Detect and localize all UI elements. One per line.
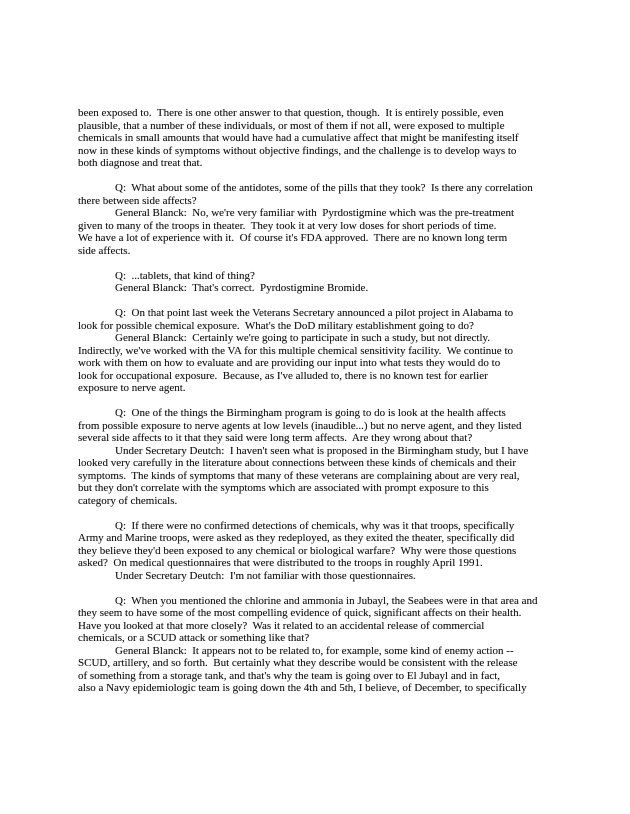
- text-line: exposure to nerve agent.: [78, 382, 186, 394]
- text-line: Q: On that point last week the Veterans Secretary announced a pilot project in Alabama to: [115, 307, 514, 319]
- text-line: Q: When you mentioned the chlorine and ammonia in Jubayl, the Seabees were in that area and: [115, 594, 538, 607]
- paragraph-question: [78, 182, 560, 207]
- transcript-text-block: [78, 107, 560, 695]
- paragraph-answer: [78, 332, 560, 395]
- text-line: General Blanck: No, we're very familiar with Pyrdostigmine which was the pre-treatment: [115, 207, 515, 219]
- paragraph-question: [78, 520, 560, 570]
- text-line: work with them on how to evaluate and are providing our input into what tests they would do to: [78, 357, 501, 369]
- paragraph-continuation: [78, 107, 560, 170]
- text-line: symptoms. The kinds of symptoms that many of these veterans are complaining about are very real,: [78, 469, 520, 482]
- text-line: look for possible chemical exposure. What's the DoD military establishment going to do?: [78, 319, 474, 332]
- paragraph-question: [78, 407, 560, 445]
- text-line: asked? On medical questionnaires that were distributed to the troops in roughly April 1991.: [78, 557, 483, 569]
- paragraph-question: [78, 595, 560, 645]
- text-line: We have a lot of experience with it. Of course it's FDA approved. There are no known long term: [78, 232, 508, 244]
- text-line: side affects.: [78, 244, 131, 257]
- text-line: plausible, that a number of these individuals, or most of them if not all, were exposed to multiple: [78, 119, 505, 132]
- paragraph-answer: [78, 570, 560, 583]
- paragraph-answer: [78, 207, 560, 257]
- text-line: Q: One of the things the Birmingham program is going to do is look at the health affects: [115, 407, 506, 419]
- text-line: of something from a storage tank, and that's why the team is going over to El Jubayl and in fact,: [78, 669, 501, 682]
- text-line: Under Secretary Deutch: I haven't seen what is proposed in the Birmingham study, but I have: [115, 444, 529, 457]
- paragraph-answer: [78, 645, 560, 695]
- text-line: Indirectly, we've worked with the VA for this multiple chemical sensitivity facility. We continue to: [78, 344, 513, 357]
- text-line: Q: If there were no confirmed detections of chemicals, why was it that troops, specifically: [115, 519, 515, 532]
- paragraph-answer: [78, 445, 560, 508]
- paragraph-question: [78, 307, 560, 332]
- paragraph-answer: [78, 282, 560, 295]
- text-line: there between side affects?: [78, 194, 197, 207]
- text-line: they seem to have some of the most compelling evidence of quick, significant affects on their health.: [78, 607, 522, 619]
- text-line: from possible exposure to nerve agents at low levels (inaudible...) but no nerve agent, and they listed: [78, 419, 522, 432]
- text-line: General Blanck: That's correct. Pyrdostigmine Bromide.: [115, 282, 369, 294]
- text-line: chemicals in small amounts that would have had a cumulative affect that might be manifesting itself: [78, 132, 519, 144]
- text-line: looked very carefully in the literature about connections between these kinds of chemicals and their: [78, 457, 517, 469]
- text-line: now in these kinds of symptoms without objective findings, and the challenge is to develop ways to: [78, 144, 517, 157]
- text-line: been exposed to. There is one other answer to that question, though. It is entirely possible, even: [78, 107, 504, 119]
- text-line: General Blanck: It appears not to be related to, for example, some kind of enemy action --: [115, 644, 514, 657]
- text-line: several side affects to it that they said were long term affects. Are they wrong about that?: [78, 432, 473, 444]
- text-line: both diagnose and treat that.: [78, 157, 203, 169]
- text-line: General Blanck: Certainly we're going to participate in such a study, but not directly.: [115, 332, 491, 344]
- text-line: but they don't correlate with the symptoms which are associated with prompt exposure to this: [78, 482, 489, 494]
- text-line: given to many of the troops in theater. They took it at very low doses for short periods of time.: [78, 219, 497, 232]
- text-line: look for occupational exposure. Because, as I've alluded to, there is no known test for earlier: [78, 369, 488, 382]
- text-line: chemicals, or a SCUD attack or something like that?: [78, 632, 310, 644]
- text-line: SCUD, artillery, and so forth. But certainly what they describe would be consistent with the release: [78, 657, 518, 669]
- text-line: also a Navy epidemiologic team is going down the 4th and 5th, I believe, of December, to specifically: [78, 682, 527, 694]
- text-line: Have you looked at that more closely? Was it related to an accidental release of commercial: [78, 619, 485, 632]
- text-line: they believe they'd been exposed to any chemical or biological warfare? Why were those questions: [78, 544, 517, 557]
- text-line: category of chemicals.: [78, 494, 178, 507]
- text-line: Under Secretary Deutch: I'm not familiar with those questionnaires.: [115, 569, 416, 582]
- text-line: Q: What about some of the antidotes, some of the pills that they took? Is there any correlation: [115, 182, 533, 194]
- text-line: Q: ...tablets, that kind of thing?: [115, 269, 255, 282]
- text-line: Army and Marine troops, were asked as they redeployed, as they exited the theater, specifically did: [78, 532, 515, 544]
- paragraph-question: [78, 270, 560, 283]
